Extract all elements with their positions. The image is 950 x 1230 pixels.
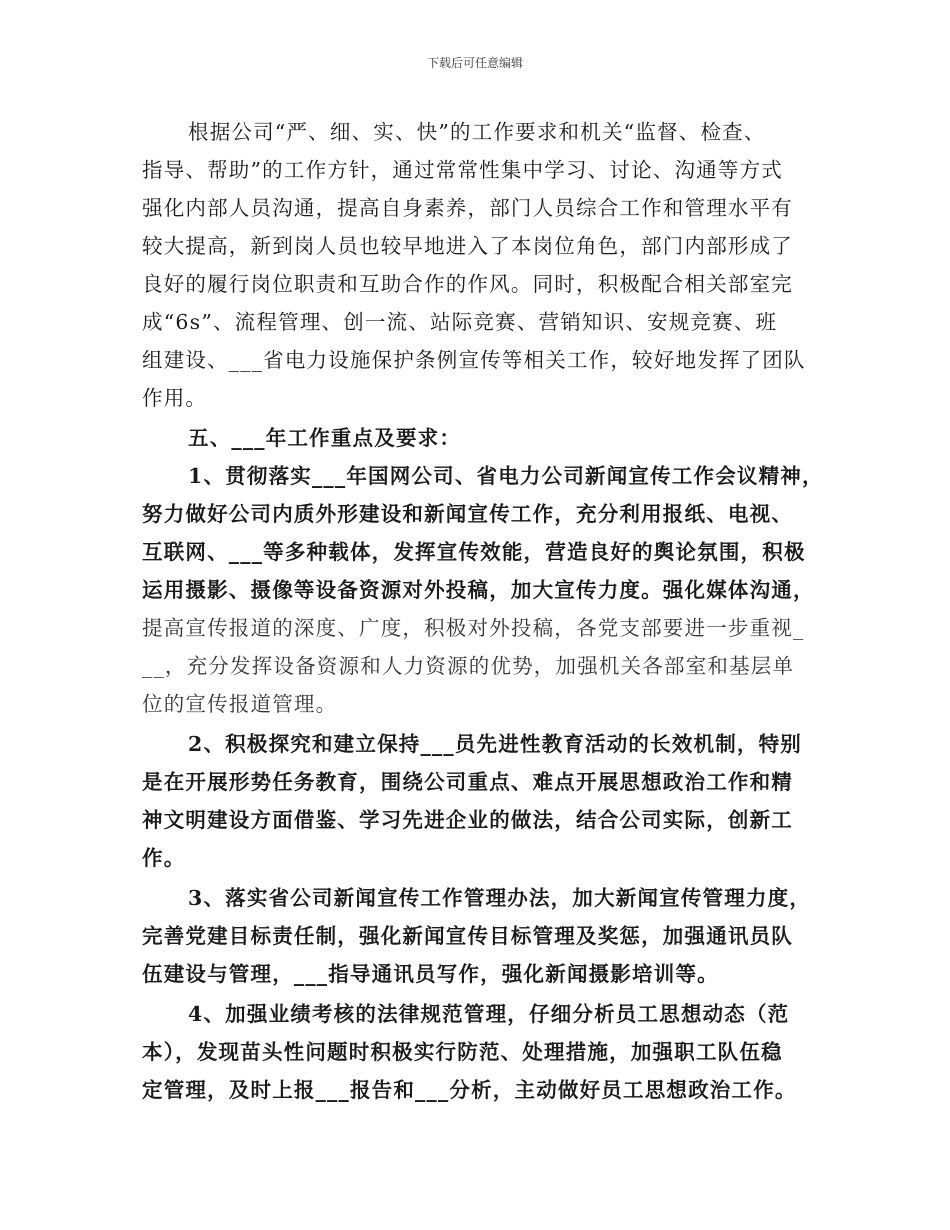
text-line: 作用。 [142, 386, 208, 410]
text-line: 伍建设与管理，___指导通讯员写作，强化新闻摄影培训等。 [142, 962, 719, 986]
text-line: 是在开展形势任务教育，围绕公司重点、难点开展思想政治工作和精 [142, 770, 793, 794]
text-line: 神文明建设方面借鉴、学习先进企业的做法，结合公司实际，创新工 [142, 808, 793, 832]
text-line: 4、加强业绩考核的法律规范管理，仔细分析员工思想动态（范 [188, 1002, 790, 1026]
text-line: 本），发现苗头性问题时积极实行防范、处理措施，加强职工队伍稳 [142, 1040, 783, 1064]
text-line: 2、积极探究和建立保持___员先进性教育活动的长效机制，特别 [188, 732, 803, 756]
text-line: 提高宣传报道的深度、广度，积极对外投稿，各党支部要进一步重视_ [142, 616, 805, 640]
text-line: 指导、帮助”的工作方针，通过常常性集中学习、讨论、沟通等方式 [142, 158, 783, 182]
text-line: 运用摄影、摄像等设备资源对外投稿，加大宣传力度。强化媒体沟通， [142, 578, 815, 602]
page-header: 下载后可任意编辑 [426, 56, 523, 70]
text-line: 作。 [142, 846, 186, 870]
text-line: 强化内部人员沟通，提高自身素养，部门人员综合工作和管理水平有 [142, 196, 793, 220]
text-line: 努力做好公司内质外形建设和新闻宣传工作，充分利用报纸、电视、 [142, 502, 793, 526]
text-line: 互联网、___等多种载体，发挥宣传效能，营造良好的舆论氛围，积极 [142, 540, 806, 564]
text-line: 定管理，及时上报___报告和___分析，主动做好员工思想政治工作。 [142, 1078, 797, 1102]
text-line: 位的宣传报道管理。 [142, 692, 338, 716]
section-heading: 五、___年工作重点及要求： [188, 426, 462, 450]
text-line: 成“6s”、流程管理、创一流、站际竞赛、营销知识、安规竞赛、班 [142, 310, 778, 334]
text-line: 组建设、___省电力设施保护条例宣传等相关工作，较好地发挥了团队 [142, 348, 806, 372]
text-line: 较大提高，新到岗人员也较早地进入了本岗位角色，部门内部形成了 [142, 234, 793, 258]
text-line: 根据公司“严、细、实、快”的工作要求和机关“监督、检查、 [188, 120, 766, 144]
text-line: 3、落实省公司新闻宣传工作管理办法，加大新闻宣传管理力度， [188, 886, 812, 910]
text-line: __，充分发挥设备资源和人力资源的优势，加强机关各部室和基层单 [142, 654, 795, 678]
text-line: 1、贯彻落实___年国网公司、省电力公司新闻宣传工作会议精神， [188, 464, 824, 488]
text-line: 良好的履行岗位职责和互助合作的作风。同时，积极配合相关部室完 [142, 272, 793, 296]
text-line: 完善党建目标责任制，强化新闻宣传目标管理及奖惩，加强通讯员队 [142, 924, 793, 948]
